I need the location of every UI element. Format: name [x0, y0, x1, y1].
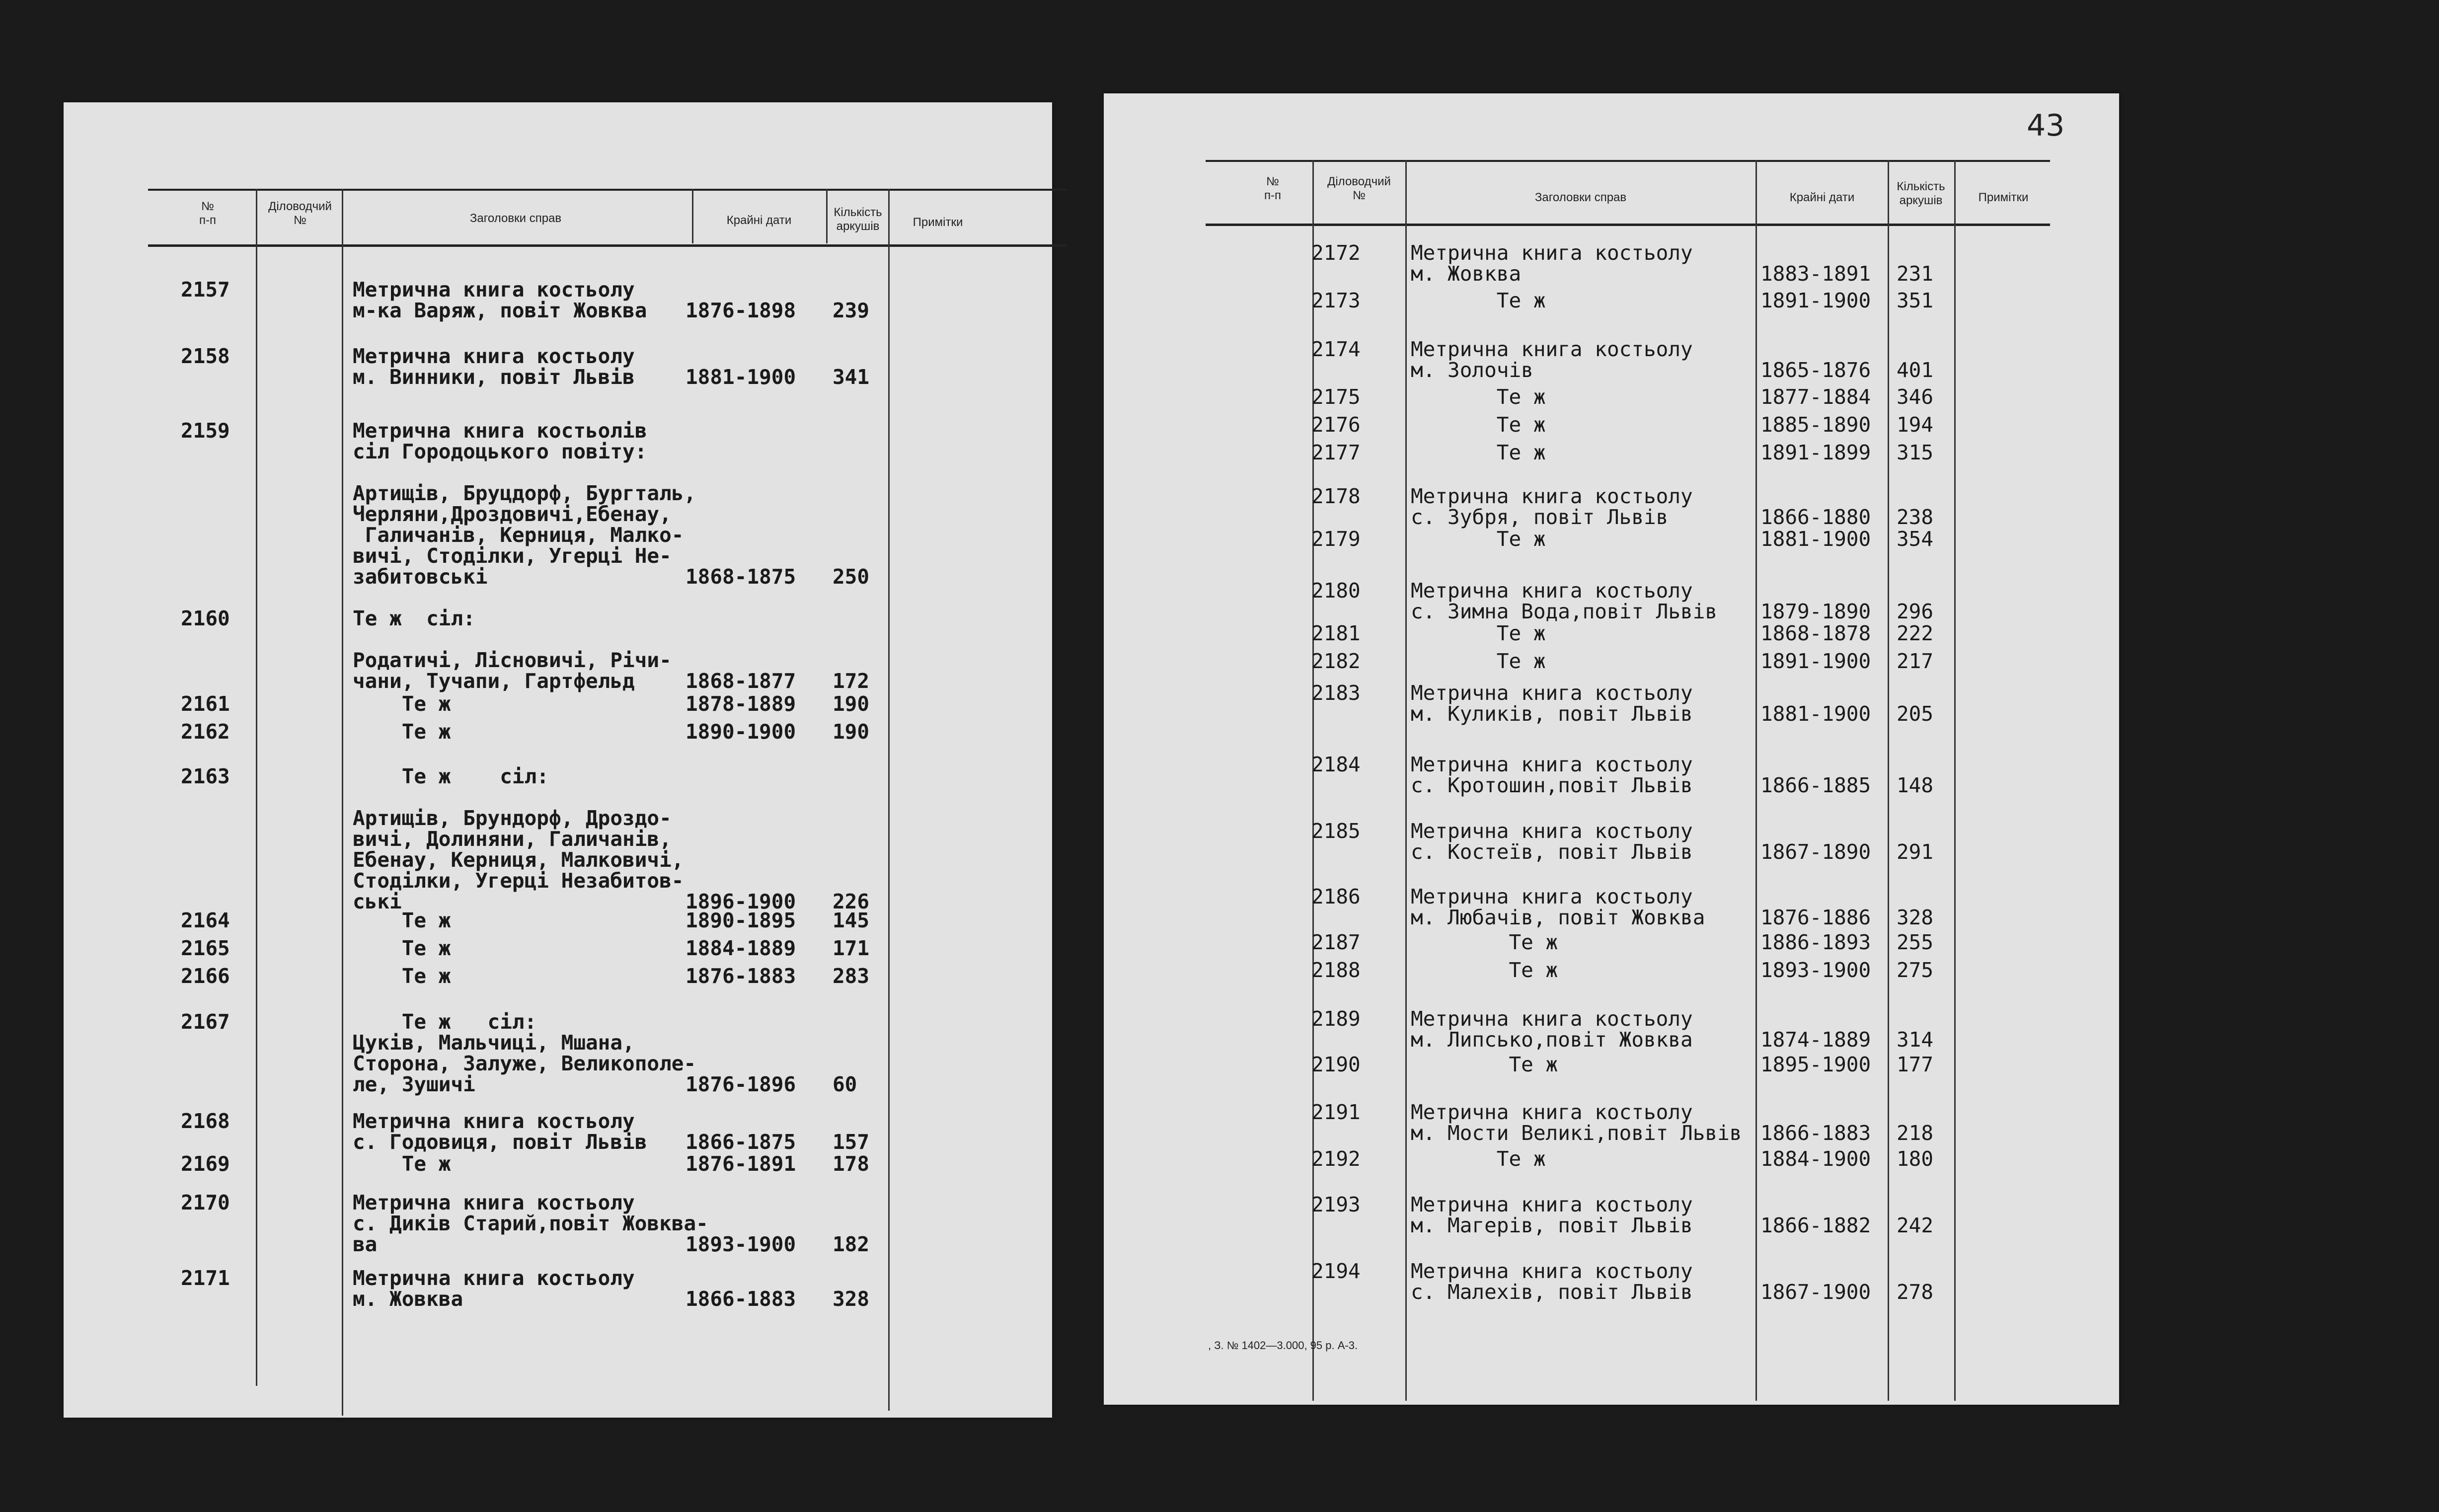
row-title: Метрична книга костьолу с. Костеїв, повіт Львів [1411, 819, 1693, 864]
column-divider [1954, 160, 1956, 1401]
row-dates: 1885-1890 [1760, 413, 1871, 437]
row-sheet-count: 341 [833, 365, 870, 389]
row-number: 2194 [1311, 1259, 1361, 1283]
row-title: Те ж [1411, 621, 1546, 645]
row-dates: 1866-1883 [1760, 1121, 1871, 1145]
row-sheet-count: 250 [833, 565, 870, 589]
row-dates: 1893-1900 [1760, 958, 1871, 982]
row-sheet-count: 190 [833, 720, 870, 744]
row-sheet-count: 314 [1897, 1028, 1934, 1052]
row-title: Метрична книга костьолу м. Магерів, повіт Львів [1411, 1193, 1693, 1237]
row-number: 2157 [181, 278, 230, 302]
row-number: 2166 [181, 964, 230, 988]
row-number: 2182 [1311, 649, 1361, 673]
row-dates: 1868-1877 [686, 669, 796, 693]
row-title: Те ж [1411, 527, 1546, 551]
row-title: Те ж сіл: Цуків, Мальчиці, Мшана, Сторона, Залуже, Великополе- ле, Зушичі [353, 1010, 696, 1096]
row-title: Те ж [353, 964, 451, 988]
row-sheet-count: 172 [833, 669, 870, 693]
row-dates: 1881-1900 [686, 365, 796, 389]
header-dates: Крайні дати [1789, 191, 1855, 204]
row-dates: 1881-1900 [1760, 527, 1871, 551]
column-divider [342, 189, 343, 1416]
row-sheet-count: 239 [833, 299, 870, 322]
row-dates: 1866-1882 [1760, 1213, 1871, 1237]
row-number: 2179 [1311, 527, 1361, 551]
row-title: Те ж [1411, 649, 1546, 673]
row-title: Метрична книга костьолу м. Мости Великі,повіт Львів [1411, 1100, 1742, 1145]
column-divider [1888, 160, 1889, 1401]
row-title: Метрична книга костьолу м. Золочів [1411, 337, 1693, 382]
row-dates: 1876-1886 [1760, 906, 1871, 929]
row-title: Метрична книга костьолу м. Жовква [1411, 241, 1693, 286]
row-number: 2165 [181, 936, 230, 960]
row-title: Те ж [353, 1152, 451, 1176]
row-title: Те ж [1411, 441, 1546, 464]
row-number: 2170 [181, 1191, 230, 1214]
header-clerk-no: Діловодчий № [268, 200, 332, 227]
row-dates: 1868-1875 [686, 565, 796, 589]
left-page [64, 102, 1052, 1418]
header-titles: Заголовки справ [1534, 191, 1627, 204]
row-title: Метрична книга костьолу м. Любачів, повіт Жовква [1411, 885, 1705, 929]
row-number: 2164 [181, 908, 230, 932]
row-number: 2192 [1311, 1147, 1361, 1171]
row-sheet-count: 190 [833, 692, 870, 716]
header-dates: Крайні дати [726, 214, 792, 227]
row-number: 2190 [1311, 1053, 1361, 1076]
row-number: 2172 [1311, 241, 1361, 265]
row-dates: 1896-1900 [686, 890, 796, 913]
row-sheet-count: 157 [833, 1130, 870, 1154]
row-dates: 1876-1883 [686, 964, 796, 988]
header-notes: Примітки [913, 216, 963, 229]
row-title: Метрична книга костьолу с. Кротошин,повіт Львів [1411, 753, 1693, 797]
row-dates: 1884-1889 [686, 936, 796, 960]
row-title: Метрична книга костьолу с. Годовиця, повіт Львів [353, 1109, 647, 1154]
row-dates: 1881-1900 [1760, 702, 1871, 726]
right-page [1104, 93, 2119, 1405]
printer-imprint: , З. № 1402—3.000, 95 р. А-3. [1208, 1339, 1358, 1352]
row-title: Те ж [1411, 289, 1546, 312]
row-dates: 1891-1900 [1760, 289, 1871, 312]
row-dates: 1878-1889 [686, 692, 796, 716]
header-bottom-rule [1206, 224, 2050, 226]
row-title: Метрична книга костьолу с. Диків Старий,повіт Жовква- ва [353, 1191, 708, 1256]
row-dates: 1866-1883 [686, 1287, 796, 1311]
row-number: 2187 [1311, 930, 1361, 954]
column-divider [1405, 160, 1407, 1401]
row-number: 2174 [1311, 337, 1361, 361]
row-sheet-count: 315 [1897, 441, 1934, 464]
header-sheets: Кількість аркушів [834, 206, 882, 233]
row-dates: 1895-1900 [1760, 1053, 1871, 1076]
row-sheet-count: 346 [1897, 385, 1934, 409]
row-title: Те ж [1411, 385, 1546, 409]
row-dates: 1874-1889 [1760, 1028, 1871, 1052]
row-sheet-count: 291 [1897, 840, 1934, 864]
row-dates: 1876-1898 [686, 299, 796, 322]
row-number: 2180 [1311, 579, 1361, 603]
header-top-rule [148, 189, 1067, 191]
row-sheet-count: 242 [1897, 1213, 1934, 1237]
row-number: 2177 [1311, 441, 1361, 464]
row-dates: 1891-1900 [1760, 649, 1871, 673]
column-divider [692, 189, 693, 243]
column-divider [1755, 160, 1757, 1401]
row-dates: 1865-1876 [1760, 358, 1871, 382]
row-dates: 1891-1899 [1760, 441, 1871, 464]
row-number: 2169 [181, 1152, 230, 1176]
row-title: Те ж [353, 908, 451, 932]
row-sheet-count: 275 [1897, 958, 1934, 982]
row-dates: 1890-1895 [686, 908, 796, 932]
row-number: 2161 [181, 692, 230, 716]
row-title: Те ж [1411, 1053, 1558, 1076]
row-number: 2176 [1311, 413, 1361, 437]
row-sheet-count: 222 [1897, 621, 1934, 645]
row-sheet-count: 60 [833, 1072, 857, 1096]
header-sheets: Кількість аркушів [1897, 180, 1945, 207]
column-divider [256, 189, 257, 1386]
row-number: 2168 [181, 1109, 230, 1133]
row-sheet-count: 182 [833, 1232, 870, 1256]
row-dates: 1867-1890 [1760, 840, 1871, 864]
row-number: 2183 [1311, 681, 1361, 705]
header-bottom-rule [148, 244, 1067, 247]
row-sheet-count: 178 [833, 1152, 870, 1176]
row-sheet-count: 217 [1897, 649, 1934, 673]
row-title: Те ж [353, 692, 451, 716]
header-titles: Заголовки справ [469, 212, 562, 225]
row-sheet-count: 177 [1897, 1053, 1934, 1076]
row-dates: 1886-1893 [1760, 930, 1871, 954]
row-dates: 1877-1884 [1760, 385, 1871, 409]
row-number: 2184 [1311, 753, 1361, 776]
row-dates: 1884-1900 [1760, 1147, 1871, 1171]
row-dates: 1879-1890 [1760, 600, 1871, 623]
row-title: Те ж [353, 936, 451, 960]
row-dates: 1876-1896 [686, 1072, 796, 1096]
row-number: 2160 [181, 606, 230, 630]
row-number: 2189 [1311, 1007, 1361, 1031]
row-title: Метрична книга костьолу с. Зимна Вода,повіт Львів [1411, 579, 1718, 623]
row-title: Метрична книга костьолу м-ка Варяж, повіт Жовква [353, 278, 647, 322]
row-title: Метрична книга костьолу с. Малехів, повіт Львів [1411, 1259, 1693, 1304]
row-title: Те ж [1411, 958, 1558, 982]
row-title: Метрична книга костьолів сіл Городоцького повіту: Артищів, Бруцдорф, Бургталь, Черляни,Дроздовичі,Ебенау, Галичанів, Керниця, Малко- вичі, Стоділки, Угерці Не- забитовські [353, 419, 696, 589]
row-title: Те ж сіл: Артищів, Брундорф, Дроздо- вичі, Долиняни, Галичанів, Ебенау, Керниця, Малковичі, Стоділки, Угерці Незабитов- ські [353, 764, 684, 913]
row-number: 2185 [1311, 819, 1361, 843]
row-sheet-count: 283 [833, 964, 870, 988]
header-no: № п-п [1264, 175, 1281, 202]
row-title: Метрична книга костьолу с. Зубря, повіт Львів [1411, 484, 1693, 529]
row-sheet-count: 148 [1897, 773, 1934, 797]
row-sheet-count: 231 [1897, 262, 1934, 286]
row-number: 2162 [181, 720, 230, 744]
row-dates: 1866-1880 [1760, 505, 1871, 529]
sheet-number: 43 [2027, 108, 2065, 143]
row-sheet-count: 205 [1897, 702, 1934, 726]
row-sheet-count: 238 [1897, 505, 1934, 529]
row-title: Метрична книга костьолу м. Липсько,повіт Жовква [1411, 1007, 1693, 1052]
row-number: 2171 [181, 1266, 230, 1290]
row-number: 2181 [1311, 621, 1361, 645]
row-number: 2173 [1311, 289, 1361, 312]
row-sheet-count: 226 [833, 890, 870, 913]
row-dates: 1876-1891 [686, 1152, 796, 1176]
row-title: Метрична книга костьолу м. Винники, повіт Львів [353, 344, 635, 389]
row-sheet-count: 218 [1897, 1121, 1934, 1145]
header-notes: Примітки [1978, 191, 2029, 204]
row-title: Метрична книга костьолу м. Жовква [353, 1266, 635, 1311]
row-number: 2186 [1311, 885, 1361, 908]
row-sheet-count: 328 [833, 1287, 870, 1311]
header-no: № п-п [199, 200, 216, 227]
row-sheet-count: 296 [1897, 600, 1934, 623]
row-dates: 1883-1891 [1760, 262, 1871, 286]
row-sheet-count: 171 [833, 936, 870, 960]
row-number: 2188 [1311, 958, 1361, 982]
row-sheet-count: 354 [1897, 527, 1934, 551]
row-title: Те ж [1411, 413, 1546, 437]
row-dates: 1866-1885 [1760, 773, 1871, 797]
row-sheet-count: 351 [1897, 289, 1934, 312]
row-dates: 1868-1878 [1760, 621, 1871, 645]
row-sheet-count: 194 [1897, 413, 1934, 437]
row-title: Те ж [353, 720, 451, 744]
row-sheet-count: 145 [833, 908, 870, 932]
row-number: 2158 [181, 344, 230, 368]
row-number: 2163 [181, 764, 230, 788]
row-dates: 1893-1900 [686, 1232, 796, 1256]
row-sheet-count: 255 [1897, 930, 1934, 954]
row-sheet-count: 328 [1897, 906, 1934, 929]
row-sheet-count: 401 [1897, 358, 1934, 382]
row-number: 2178 [1311, 484, 1361, 508]
row-sheet-count: 278 [1897, 1280, 1934, 1304]
row-title: Те ж [1411, 1147, 1546, 1171]
column-divider [888, 189, 890, 1411]
row-dates: 1867-1900 [1760, 1280, 1871, 1304]
row-sheet-count: 180 [1897, 1147, 1934, 1171]
row-title: Те ж [1411, 930, 1558, 954]
row-title: Метрична книга костьолу м. Куликів, повіт Львів [1411, 681, 1693, 726]
row-number: 2159 [181, 419, 230, 443]
row-number: 2191 [1311, 1100, 1361, 1124]
row-number: 2193 [1311, 1193, 1361, 1216]
row-title: Те ж сіл: Родатичі, Лісновичі, Річи- чани, Тучапи, Гартфельд [353, 606, 672, 693]
row-number: 2175 [1311, 385, 1361, 409]
header-top-rule [1206, 160, 2050, 162]
row-number: 2167 [181, 1010, 230, 1034]
row-dates: 1890-1900 [686, 720, 796, 744]
header-clerk-no: Діловодчий № [1327, 175, 1391, 202]
row-dates: 1866-1875 [686, 1130, 796, 1154]
